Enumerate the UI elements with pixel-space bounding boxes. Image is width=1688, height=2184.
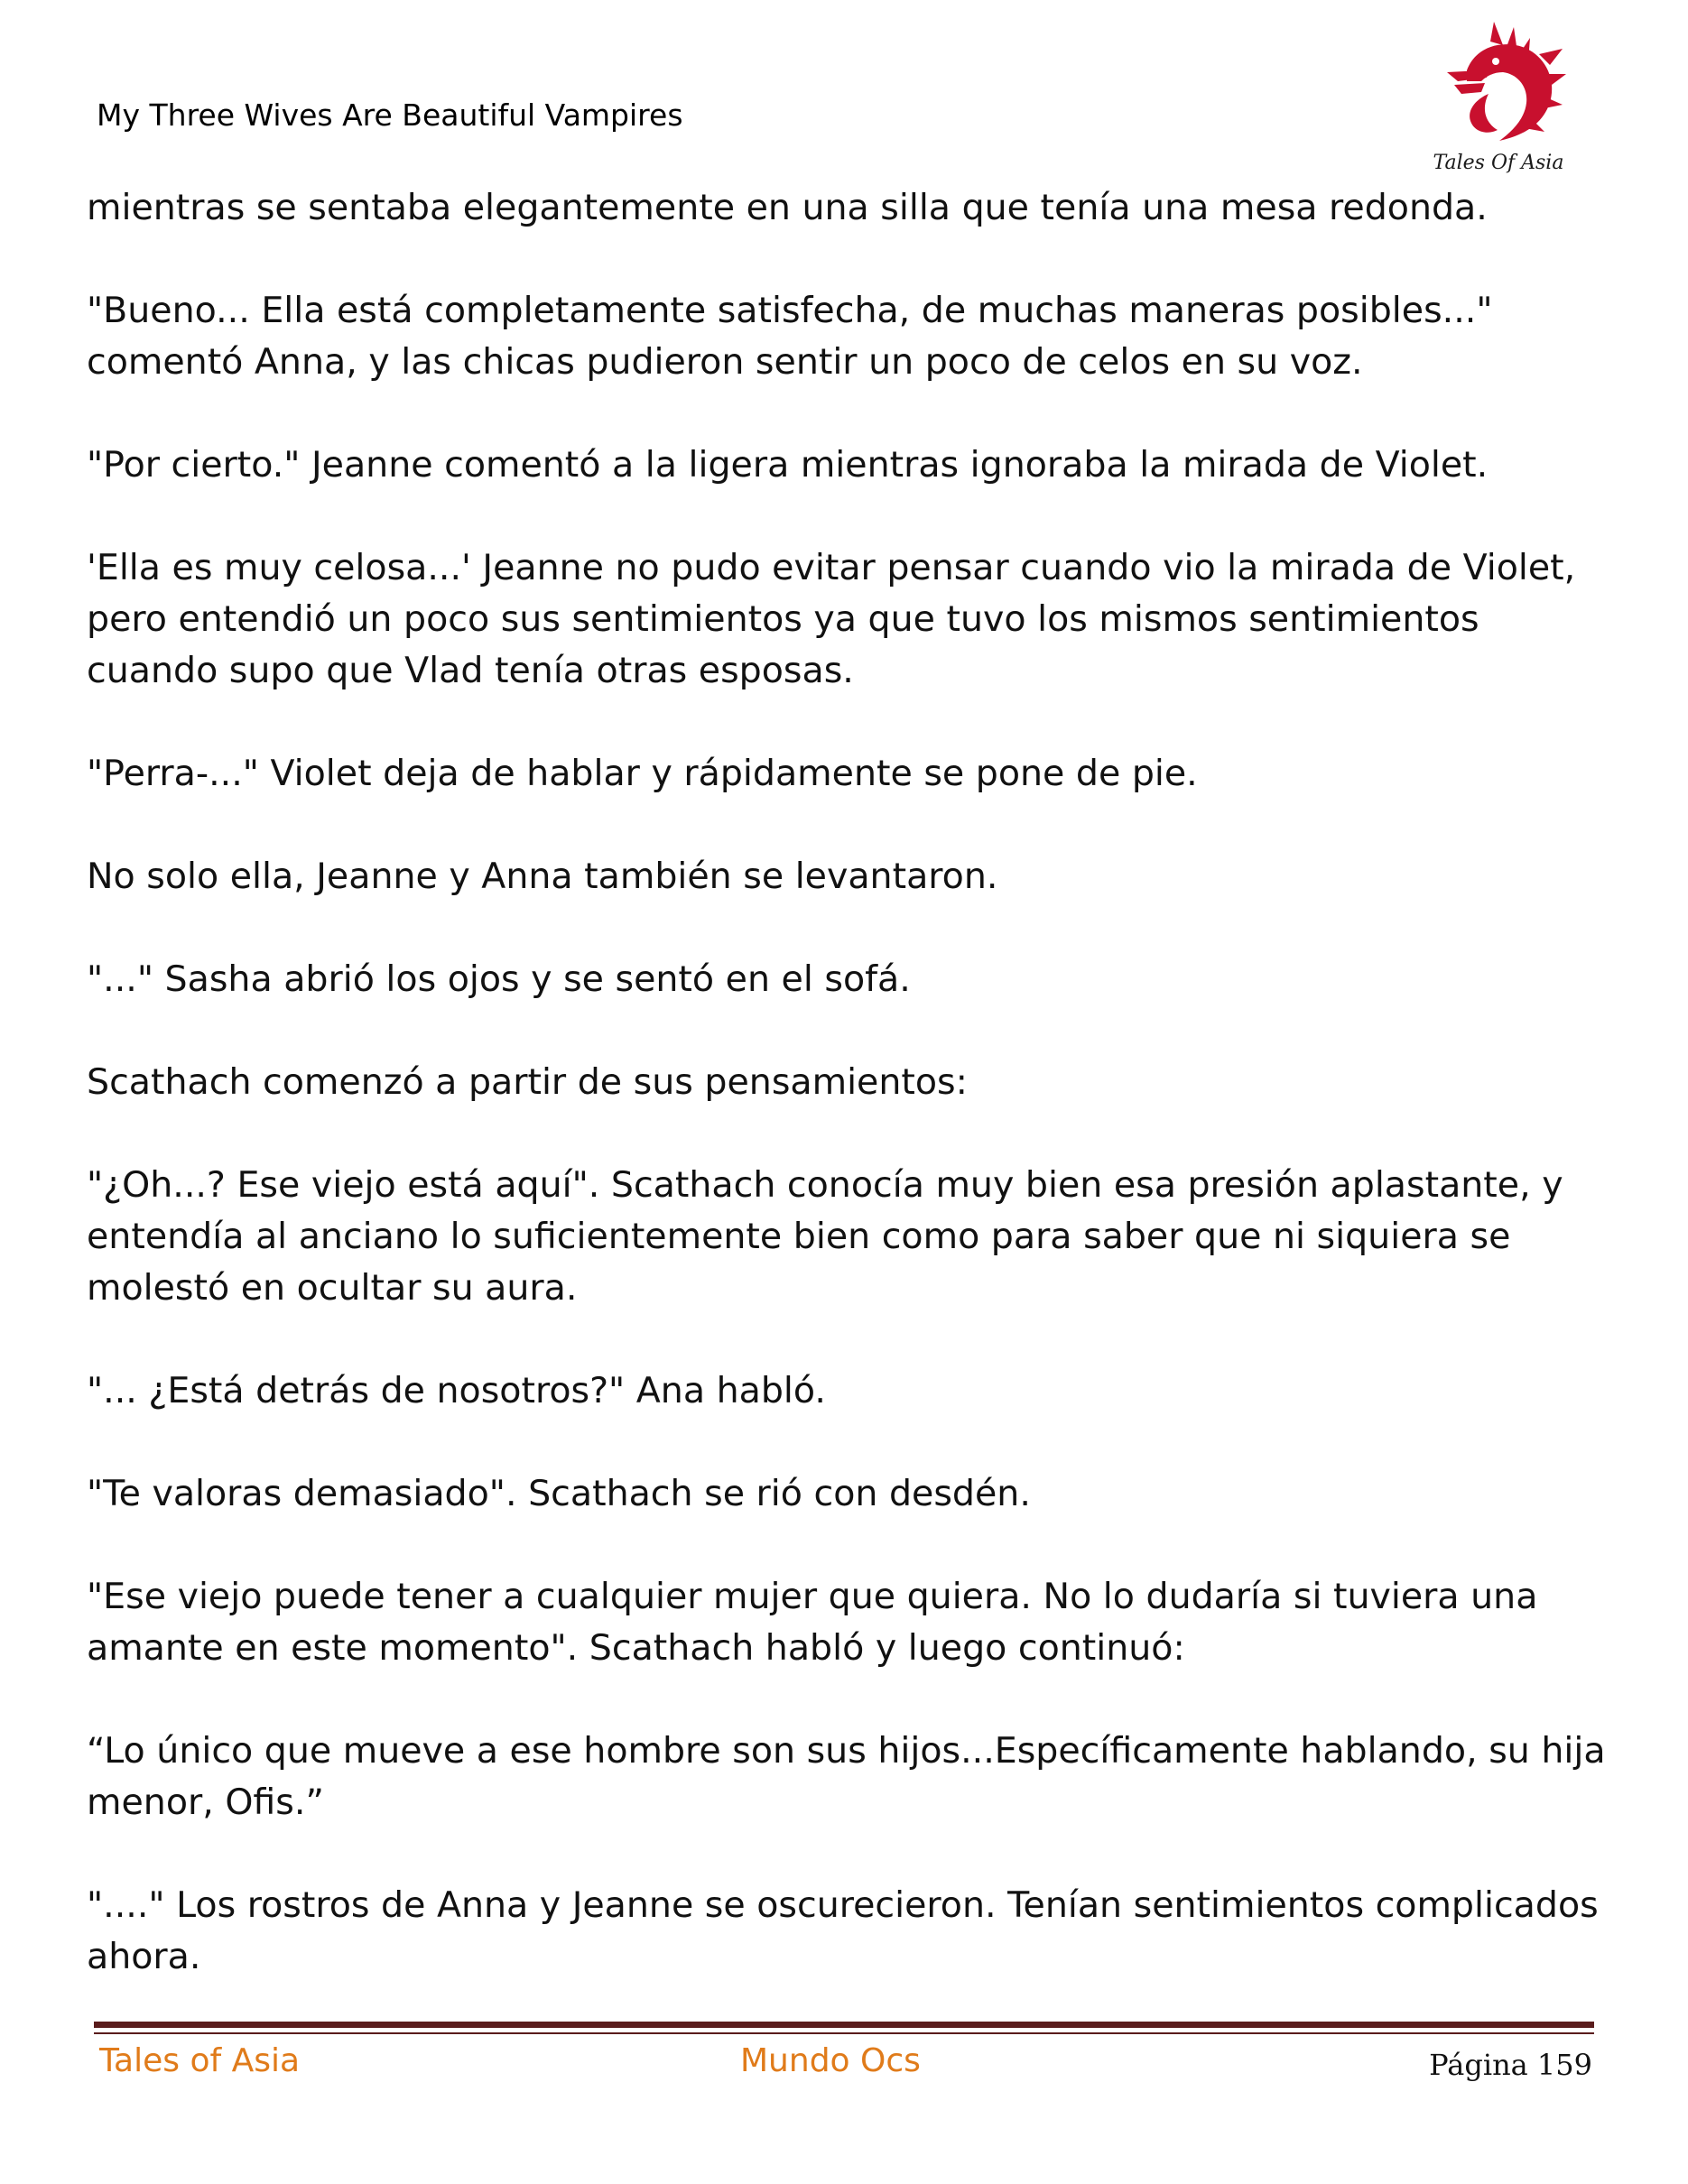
paragraph: "...." Los rostros de Anna y Jeanne se oscurecieron. Tenían sentimientos complicados ahora. <box>87 1884 1599 1977</box>
footer-divider-thick <box>94 2022 1594 2028</box>
footer-divider-thin <box>94 2032 1594 2034</box>
paragraph: "Perra-..." Violet deja de hablar y rápidamente se pone de pie. <box>87 753 1198 794</box>
running-header-title: My Three Wives Are Beautiful Vampires <box>97 97 683 133</box>
paragraph: mientras se sentaba elegantemente en una silla que tenía una mesa redonda. <box>87 187 1488 228</box>
paragraph: "Te valoras demasiado". Scathach se rió con desdén. <box>87 1473 1031 1514</box>
paragraph: "..." Sasha abrió los ojos y se sentó en el sofá. <box>87 958 911 1000</box>
paragraph: No solo ella, Jeanne y Anna también se levantaron. <box>87 856 998 897</box>
dragon-icon <box>1431 18 1566 153</box>
paragraph: Scathach comenzó a partir de sus pensamientos: <box>87 1061 968 1103</box>
paragraph: "Por cierto." Jeanne comentó a la ligera mientras ignoraba la mirada de Violet. <box>87 444 1489 486</box>
paragraph: "... ¿Está detrás de nosotros?" Ana habló. <box>87 1370 826 1411</box>
page-body <box>87 182 1612 2034</box>
tales-of-asia-logo <box>1431 18 1566 180</box>
paragraph: "Ese viejo puede tener a cualquier mujer que quiera. No lo dudaría si tuviera una amante en este momento". Scathach habló y luego continuó: <box>87 1576 1538 1669</box>
paragraph: “Lo único que mueve a ese hombre son sus hijos...Específicamente hablando, su hija menor, Ofis.” <box>87 1730 1606 1823</box>
paragraph: 'Ella es muy celosa...' Jeanne no pudo evitar pensar cuando vio la mirada de Violet, pero entendió un poco sus sentimientos ya que tuvo los mismos sentimientos cuando supo que Vlad tenía otras esposas. <box>87 547 1576 691</box>
page-number: Página 159 <box>1429 2048 1592 2082</box>
footer-section-name: Mundo Ocs <box>740 2042 921 2079</box>
logo-caption: Tales Of Asia <box>1433 152 1564 174</box>
footer-site-name: Tales of Asia <box>99 2042 301 2079</box>
paragraph: "¿Oh...? Ese viejo está aquí". Scathach conocía muy bien esa presión aplastante, y entendía al anciano lo suficientemente bien como para saber que ni siquiera se molestó en ocultar su aura. <box>87 1164 1563 1309</box>
paragraph: "Bueno... Ella está completamente satisfecha, de muchas maneras posibles..." comentó Anna, y las chicas pudieron sentir un poco de celos en su voz. <box>87 290 1493 383</box>
